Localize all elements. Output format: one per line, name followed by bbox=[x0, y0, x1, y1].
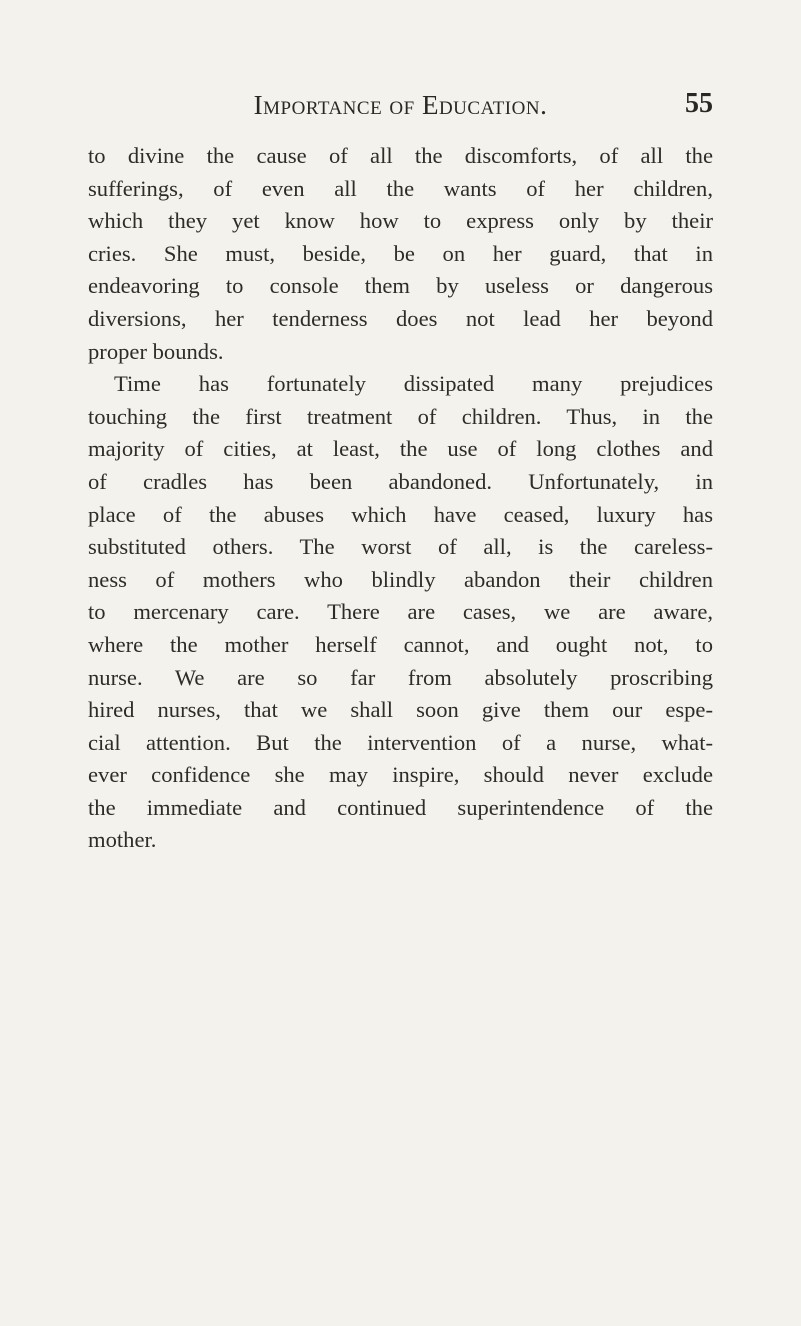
text-line: touching the first treatment of children. Thus, in the bbox=[88, 403, 713, 429]
text-line: Time has fortunately dissipated many prejudices bbox=[114, 371, 713, 397]
text-line: hired nurses, that we shall soon give them our espe- bbox=[88, 697, 713, 723]
text-line: place of the abuses which have ceased, luxury has bbox=[88, 501, 713, 527]
text-line: substituted others. The worst of all, is the careless- bbox=[88, 534, 713, 560]
text-line: proper bounds. bbox=[88, 338, 224, 364]
text-line: cries. She must, beside, be on her guard, that in bbox=[88, 240, 713, 266]
page-number: 55 bbox=[685, 88, 713, 119]
text-line: cial attention. But the intervention of a nurse, what- bbox=[88, 729, 713, 755]
text-line: mother. bbox=[88, 827, 157, 853]
text-line: to divine the cause of all the discomforts, of all the bbox=[88, 143, 713, 168]
text-line: endeavoring to console them by useless or dangerous bbox=[88, 273, 713, 299]
running-head bbox=[88, 82, 713, 122]
running-head-title: Importance of Education. bbox=[253, 90, 548, 120]
text-line: of cradles has been abandoned. Unfortunately, in bbox=[88, 468, 713, 494]
text-line: diversions, her tenderness does not lead her beyond bbox=[88, 305, 713, 331]
text-line: to mercenary care. There are cases, we are aware, bbox=[88, 599, 713, 625]
text-line: majority of cities, at least, the use of long clothes and bbox=[88, 436, 713, 462]
text-line: sufferings, of even all the wants of her children, bbox=[88, 175, 713, 201]
text-line: the immediate and continued superintendence of the bbox=[88, 794, 713, 820]
text-line: ness of mothers who blindly abandon their children bbox=[88, 566, 713, 592]
text-line: ever confidence she may inspire, should never exclude bbox=[88, 762, 713, 788]
body-text bbox=[88, 140, 713, 857]
text-line: which they yet know how to express only by their bbox=[88, 208, 713, 234]
text-line: nurse. We are so far from absolutely proscribing bbox=[88, 664, 713, 690]
text-line: where the mother herself cannot, and ought not, to bbox=[88, 631, 713, 657]
